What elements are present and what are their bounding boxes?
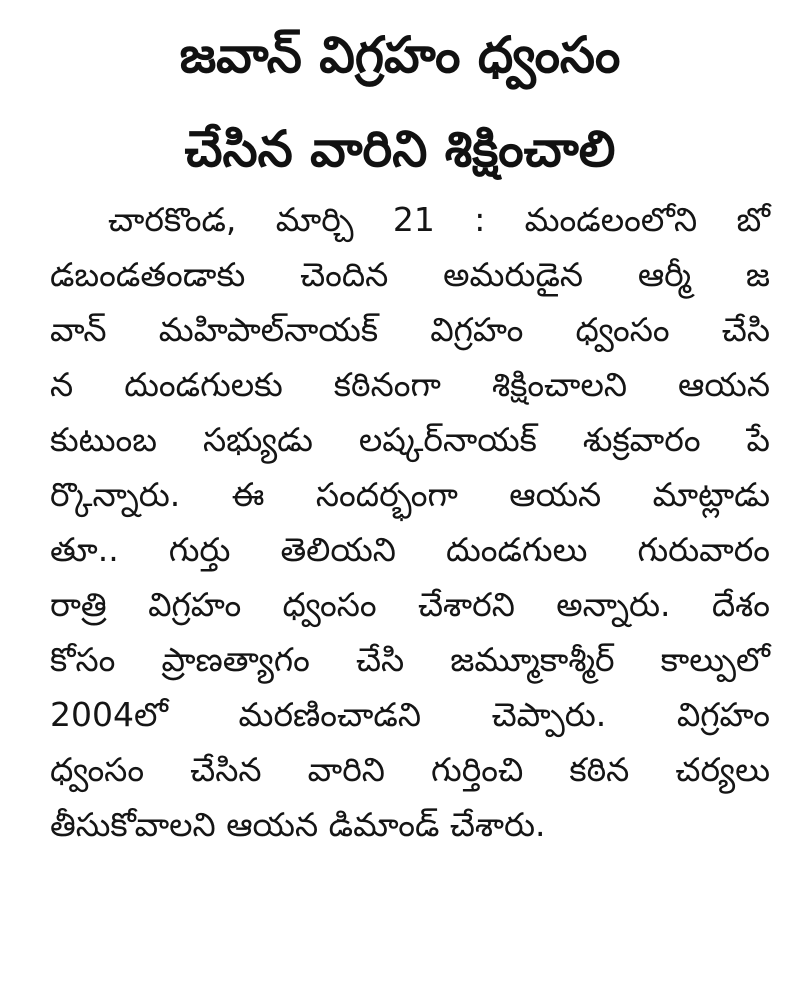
article-line: ర్కొన్నారు. ఈ సందర్భంగా ఆయన మాట్లాడు — [50, 475, 770, 514]
article-line: కోసం ప్రాణత్యాగం చేసి జమ్మూకాశ్మీర్ కాల్పులో — [50, 640, 770, 679]
headline — [0, 8, 800, 196]
article-body — [50, 192, 770, 852]
article-line: వాన్ మహిపాల్‌నాయక్ విగ్రహం ధ్వంసం చేసి — [50, 310, 770, 349]
headline-line-1: జవాన్ విగ్రహం ధ్వంసం — [179, 26, 621, 84]
article-line: 2004లో మరణించాడని చెప్పారు. విగ్రహం — [50, 695, 770, 734]
article-line: తీసుకోవాలని ఆయన డిమాండ్ చేశారు. — [50, 805, 546, 844]
article-line: ధ్వంసం చేసిన వారిని గుర్తించి కఠిన చర్యలు — [50, 750, 770, 789]
article-line: డబండతండాకు చెందిన అమరుడైన ఆర్మీ జ — [50, 255, 770, 294]
article-line: న దుండగులకు కఠినంగా శిక్షించాలని ఆయన — [50, 365, 770, 404]
article-line: చారకొండ, మార్చి 21 : మండలంలోని బో — [108, 200, 770, 239]
headline-line-2: చేసిన వారిని శిక్షించాలి — [184, 120, 616, 178]
article-line: తూ.. గుర్తు తెలియని దుండగులు గురువారం — [50, 530, 770, 569]
article-line: కుటుంబ సభ్యుడు లష్కర్‌నాయక్ శుక్రవారం పే — [50, 420, 770, 459]
article-line: రాత్రి విగ్రహం ధ్వంసం చేశారని అన్నారు. దేశం — [50, 585, 770, 624]
